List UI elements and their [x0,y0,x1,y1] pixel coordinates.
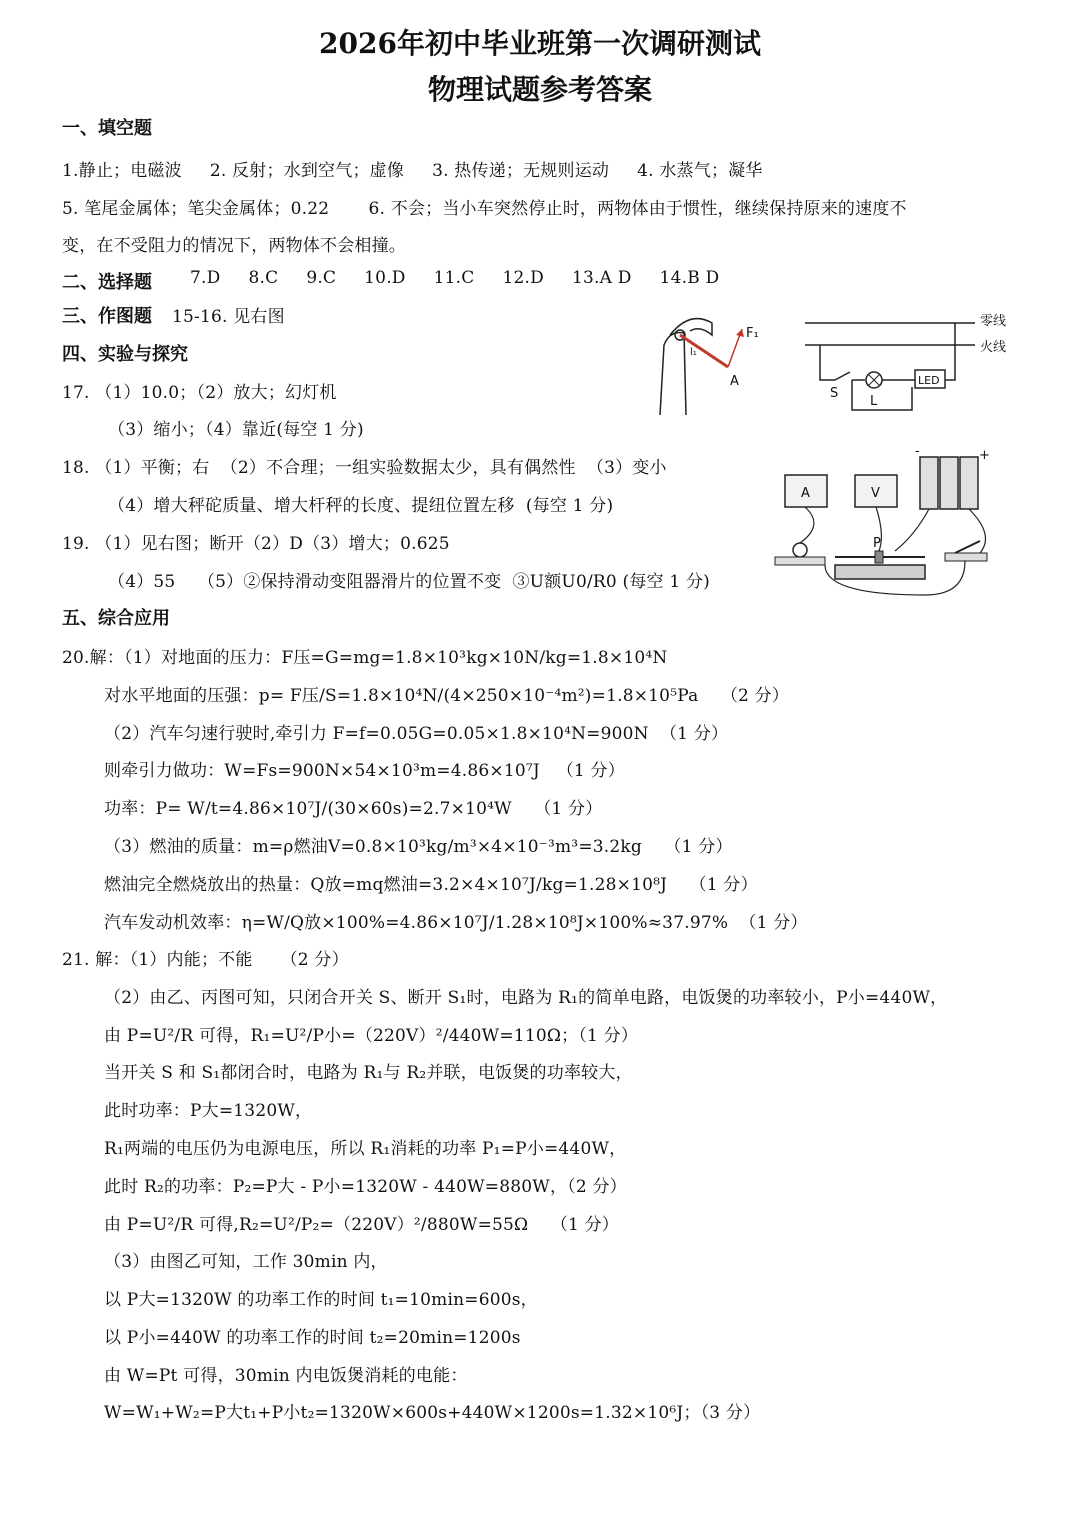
q21-line: 此时功率：P大=1320W， [104,1101,313,1121]
q20-line: 功率：P= W/t=4.86×10⁷J/(30×60s)=2.7×10⁴W （1 分） [104,799,603,819]
fill-blank-line: 5. 笔尾金属体；笔尖金属体；0.22 6. 不会；当小车突然停止时，两物体由于惯性，继续保持原来的速度不 [62,199,907,219]
point-label: A [730,374,739,389]
section-heading-drawing: 三、作图题 [62,306,152,327]
q21-line: 由 W=Pt 可得，30min 内电饭煲消耗的电能： [104,1366,468,1386]
voltmeter-label: V [871,486,880,501]
fill-blank-line: 变，在不受阻力的情况下，两物体不会相撞。 [62,236,406,256]
plus-label: + [979,448,990,463]
q21-line: （2）由乙、丙图可知，只闭合开关 S、断开 S₁时，电路为 R₁的简单电路，电饭煲的功率较小，P小=440W， [104,988,948,1008]
switch-label: S [830,386,839,401]
slider-label: P [873,536,881,551]
q20-line: （3）燃油的质量：m=ρ燃油V=0.8×10³kg/m³×4×10⁻³m³=3.2kg （1 分） [104,837,733,857]
q20-line: 则牵引力做功：W=Fs=900N×54×10³m=4.86×10⁷J （1 分） [104,761,625,781]
page-title: 2026年初中毕业班第一次调研测试 [319,27,761,60]
q18-line: 18. （1）平衡；右 （2）不合理；一组实验数据太少，具有偶然性 （3）变小 [62,458,667,478]
q17-line: （3）缩小；（4）靠近(每空 1 分) [108,420,364,440]
q21-line: 21. 解：（1）内能；不能 （2 分） [62,950,349,970]
drawing-answer: 15-16. 见右图 [172,307,285,327]
arm-label: l₁ [690,347,697,358]
section-heading-choice: 二、选择题 [62,272,152,293]
q20-line: 20.解：（1）对地面的压力：F压=G=mg=1.8×10³kg×10N/kg=1.8×10⁴N [62,648,668,668]
q18-line: （4）增大秤砣质量、增大杆秤的长度、提纽位置左移 (每空 1 分) [108,496,614,516]
lever-figure [650,305,770,420]
q21-line: R₁两端的电压仍为电源电压，所以 R₁消耗的功率 P₁=P小=440W， [104,1139,627,1159]
q20-line: 汽车发动机效率：η=W/Q放×100%=4.86×10⁷J/1.28×10⁸J×100%≈37.97% （1 分） [104,913,808,933]
led-label: LED [918,374,940,387]
q21-line: W=W₁+W₂=P大t₁+P小t₂=1320W×600s+440W×1200s=1.32×10⁶J；（3 分） [104,1403,761,1423]
q21-line: 以 P小=440W 的功率工作的时间 t₂=20min=1200s [104,1328,521,1348]
fill-blank-line: 1.静止；电磁波 2. 反射；水到空气；虚像 3. 热传递；无规则运动 4. 水蒸气；凝华 [62,161,763,181]
q21-line: 由 P=U²/R 可得,R₂=U²/P₂=（220V）²/880W=55Ω （1 分） [104,1215,619,1235]
q21-line: 当开关 S 和 S₁都闭合时，电路为 R₁与 R₂并联，电饭煲的功率较大， [104,1063,633,1083]
ammeter-label: A [801,486,810,501]
experiment-circuit-figure [765,445,1005,605]
section-heading-application: 五、综合应用 [62,608,170,629]
neutral-line-label: 零线 [980,314,1007,329]
q17-line: 17. （1）10.0；（2）放大；幻灯机 [62,383,337,403]
choice-answers: 7.D 8.C 9.C 10.D 11.C 12.D 13.A D 14.B D [190,268,720,288]
force-label: F₁ [746,326,759,341]
section-heading-fill-blank: 一、填空题 [62,118,152,139]
page-subtitle: 物理试题参考答案 [427,73,652,106]
q20-line: 燃油完全燃烧放出的热量：Q放=mq燃油=3.2×4×10⁷J/kg=1.28×10⁸J （1 分） [104,875,758,895]
lamp-label: L [870,394,878,409]
section-heading-experiment: 四、实验与探究 [62,344,188,365]
q19-line: （4）55 （5）②保持滑动变阻器滑片的位置不变 ③U额U0/R0 (每空 1 分) [108,572,710,592]
q21-line: 由 P=U²/R 可得，R₁=U²/P小=（220V）²/440W=110Ω；（1 分） [104,1026,639,1046]
minus-label: - [915,445,920,459]
q20-line: 对水平地面的压强：p= F压/S=1.8×10⁴N/(4×250×10⁻⁴m²)=1.8×10⁵Pa （2 分） [104,686,790,706]
household-circuit-figure [790,305,1030,415]
q21-line: 以 P大=1320W 的功率工作的时间 t₁=10min=600s， [104,1290,538,1310]
q19-line: 19. （1）见右图；断开（2）D（3）增大；0.625 [62,534,450,554]
q20-line: （2）汽车匀速行驶时,牵引力 F=f=0.05G=0.05×1.8×10⁴N=900N （1 分） [104,724,729,744]
q21-line: （3）由图乙可知，工作 30min 内， [104,1252,388,1272]
q21-line: 此时 R₂的功率：P₂=P大 - P小=1320W - 440W=880W，（2 分） [104,1177,627,1197]
live-line-label: 火线 [980,340,1007,355]
